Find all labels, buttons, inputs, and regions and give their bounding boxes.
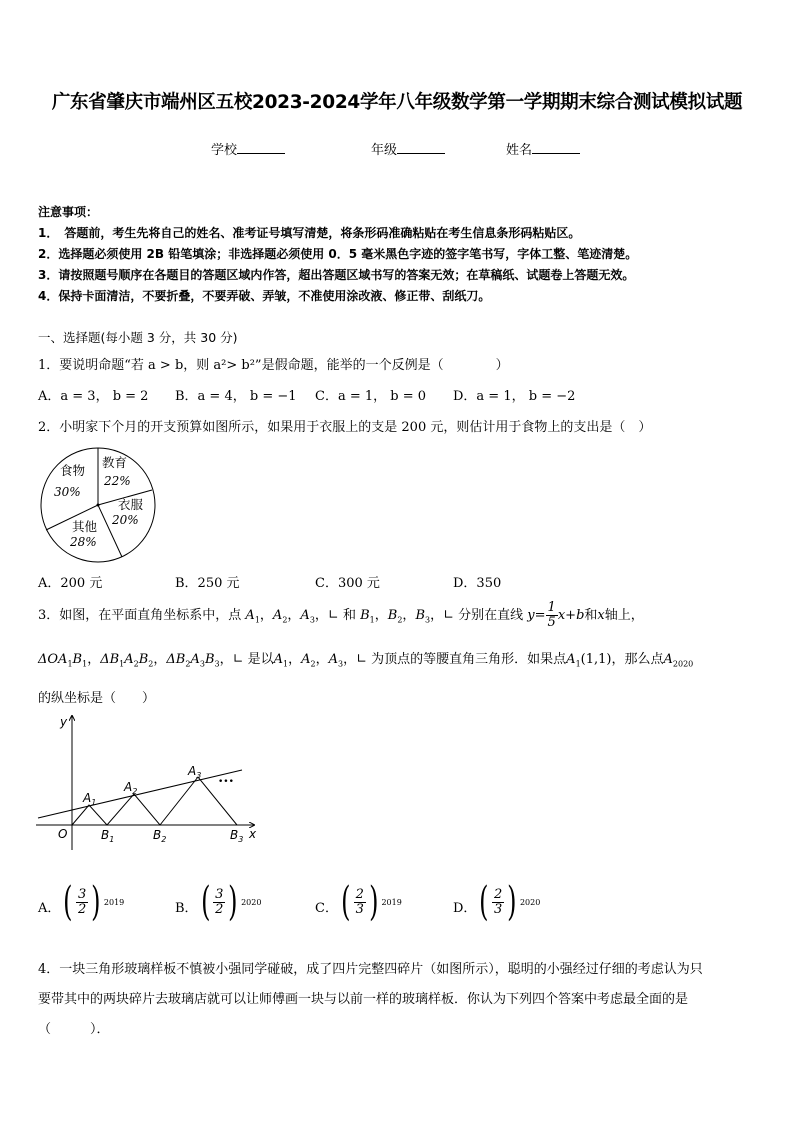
point-b3-label: $B_3$ bbox=[230, 828, 244, 844]
x-axis-label: x bbox=[249, 827, 257, 841]
q2-option-c[interactable]: C．300 元 bbox=[315, 576, 380, 591]
continuation-dots: ••• bbox=[218, 777, 234, 787]
notice-item: 2．选择题必须使用 2B 铅笔填涂；非选择题必须使用 0．5 毫米黑色字迹的签字笔书写，字体工整、笔迹清楚。 bbox=[38, 247, 638, 261]
question-4-line-3: （ ）． bbox=[38, 1022, 110, 1037]
page-title: 广东省肇庆市端州区五校2023-2024学年八年级数学第一学期期末综合测试模拟试题 bbox=[51, 92, 743, 113]
notice-item: 3．请按照题号顺序在各题目的答题区域内作答，超出答题区域书写的答案无效；在草稿纸、试题卷上答题无效。 bbox=[38, 268, 635, 282]
origin-label: O bbox=[58, 827, 68, 841]
point-a1-label: $A_1$ bbox=[83, 791, 97, 807]
section-heading: 一、选择题(每小题 3 分，共 30 分) bbox=[38, 330, 238, 345]
q3-coordinate-graph bbox=[36, 712, 266, 852]
question-3-line-3: 的纵坐标是（ ） bbox=[38, 691, 156, 706]
pie-label-clothing: 衣服 bbox=[118, 497, 144, 512]
pie-label-other: 其他 bbox=[72, 519, 98, 534]
pie-pct-clothing: 20% bbox=[112, 513, 139, 527]
grade-blank[interactable] bbox=[397, 141, 445, 154]
school-field bbox=[211, 139, 285, 158]
school-label: 学校 bbox=[211, 143, 238, 158]
grade-label: 年级 bbox=[371, 143, 398, 158]
point-a3-label: $A_3$ bbox=[188, 764, 202, 780]
question-3-line-1: 3．如图，在平面直角坐标系中，点 $A_1$，$A_2$，$A_3$，∟ 和 $B_1$，$B_2$，$B_3$，∟ 分别在直线 y= $\frac{1}{5}$ x+b和x轴上， bbox=[38, 600, 644, 630]
notice-item: 4．保持卡面清洁，不要折叠，不要弄破、弄皱，不准使用涂改液、修正带、刮纸刀。 bbox=[38, 289, 491, 303]
notice-heading: 注意事项： bbox=[38, 205, 99, 219]
q1-option-c[interactable]: C．a = 1， b = 0 bbox=[315, 389, 427, 404]
question-3-line-2: $\Delta OA_1B_1$，$\Delta B_1A_2B_2$，$\Delta B_2A_3B_3$，∟ 是以$A_1$，$A_2$，$A_3$，∟ 为顶点的等腰直角三角形．如果点$A_1(1,1)$，那么点$A_{2020}$ bbox=[38, 652, 694, 669]
pie-label-education: 教育 bbox=[102, 455, 128, 470]
pie-pct-food: 30% bbox=[54, 485, 81, 499]
point-b1-label: $B_1$ bbox=[101, 828, 115, 844]
q3-option-d[interactable]: D． ( $\frac{2}{3}$ ) 2020 bbox=[453, 879, 541, 925]
y-axis-label: y bbox=[60, 715, 68, 729]
question-4-line-1: 4．一块三角形玻璃样板不慎被小强同学碰破，成了四片完整四碎片（如图所示），聪明的小强经过仔细的考虑认为只 bbox=[38, 962, 703, 977]
point-a2-label: $A_2$ bbox=[124, 780, 138, 796]
q1-option-b[interactable]: B．a = 4， b = −1 bbox=[175, 389, 297, 404]
pie-pct-education: 22% bbox=[104, 474, 131, 488]
q3-option-c[interactable]: C． ( $\frac{2}{3}$ ) 2019 bbox=[315, 879, 402, 925]
question-4-line-2: 要带其中的两块碎片去玻璃店就可以让师傅画一块与以前一样的玻璃样板．你认为下列四个答案中考虑最全面的是 bbox=[38, 992, 689, 1007]
question-1: 1．要说明命题“若 a > b，则 a²> b²”是假命题，能举的一个反例是（ ） bbox=[38, 358, 509, 373]
q2-option-d[interactable]: D．350 bbox=[453, 576, 502, 591]
question-2: 2．小明家下个月的开支预算如图所示，如果用于衣服上的支是 200 元，则估计用于食物上的支出是（ ） bbox=[38, 420, 652, 435]
point-b2-label: $B_2$ bbox=[153, 828, 167, 844]
notice-item: 1． 答题前，考生先将自己的姓名、准考证号填写清楚，将条形码准确粘贴在考生信息条形码粘贴区。 bbox=[38, 226, 581, 240]
q3-option-b[interactable]: B． ( $\frac{3}{2}$ ) 2020 bbox=[175, 879, 262, 925]
name-blank[interactable] bbox=[532, 141, 580, 154]
name-label: 姓名 bbox=[506, 143, 533, 158]
school-blank[interactable] bbox=[237, 141, 285, 154]
q3-option-a[interactable]: A． ( $\frac{3}{2}$ ) 2019 bbox=[38, 879, 125, 925]
q1-option-d[interactable]: D．a = 1， b = −2 bbox=[453, 389, 576, 404]
q1-option-a[interactable]: A．a = 3， b = 2 bbox=[38, 389, 149, 404]
pie-label-food: 食物 bbox=[60, 463, 86, 478]
name-field bbox=[506, 139, 580, 158]
grade-field bbox=[371, 139, 445, 158]
slope-fraction: $\frac{1}{5}$ bbox=[547, 600, 556, 630]
q2-option-a[interactable]: A．200 元 bbox=[38, 576, 103, 591]
q2-option-b[interactable]: B．250 元 bbox=[175, 576, 240, 591]
budget-pie-chart bbox=[34, 445, 164, 569]
pie-pct-other: 28% bbox=[70, 535, 97, 549]
